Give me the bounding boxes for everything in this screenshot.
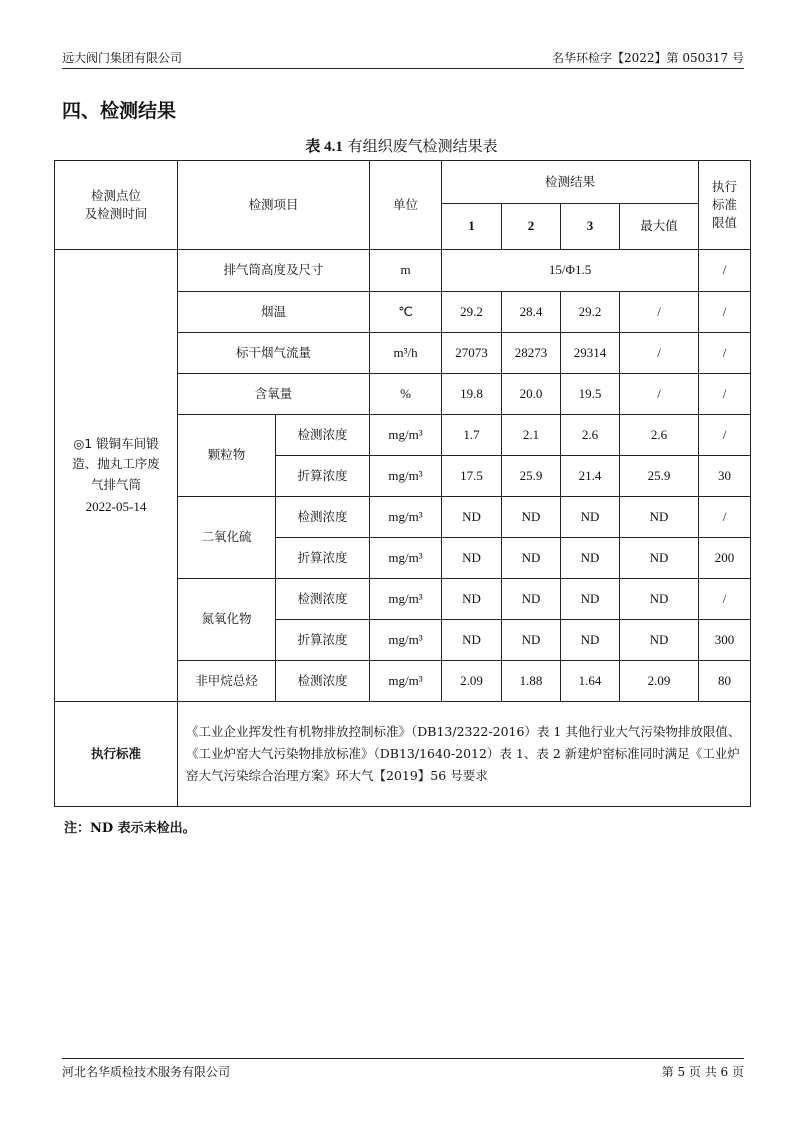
section-title: 四、检测结果 (62, 100, 177, 122)
table-row: 折算浓度 mg/m³ ND ND ND ND 200 (55, 538, 751, 579)
col-header-run-3: 3 (561, 204, 620, 250)
standard-text: 《工业企业挥发性有机物排放控制标准》（DB13/2322-2016）表 1 其他行业大气污染物排放限值、《工业炉窑大气污染物排放标准》（DB13/1640-2012）表 1、表 2 新建炉窑标准同时满足《工业炉窑大气污染综合治理方案》环大气【2019】56 号要求 (178, 702, 751, 807)
col-header-unit: 单位 (370, 161, 442, 250)
table-row: 二氧化硫 检测浓度 mg/m³ ND ND ND ND / (55, 497, 751, 538)
pollutant-name: 非甲烷总烃 (178, 661, 276, 702)
table-row: 标干烟气流量 m³/h 27073 28273 29314 / / (55, 333, 751, 374)
table-row: ◎1 锻铜车间锻 造、抛丸工序废 气排气筒 2022-05-14 排气筒高度及尺寸 m 15/Φ1.5 / (55, 250, 751, 292)
table-note: 注：ND 表示未检出。 (64, 821, 196, 836)
standard-row (55, 702, 751, 807)
table-row: 非甲烷总烃 检测浓度 mg/m³ 2.09 1.88 1.64 2.09 80 (55, 661, 751, 702)
table-row: 折算浓度 mg/m³ 17.5 25.9 21.4 25.9 30 (55, 456, 751, 497)
company-name: 远大阀门集团有限公司 (62, 51, 183, 65)
page-footer (62, 1058, 744, 1077)
page-header (62, 46, 744, 69)
footer-org: 河北名华质检技术服务有限公司 (62, 1065, 231, 1079)
col-header-max: 最大值 (620, 204, 699, 250)
table-row: 颗粒物 检测浓度 mg/m³ 1.7 2.1 2.6 2.6 / (55, 415, 751, 456)
page-number: 第 5 页 共 6 页 (661, 1065, 744, 1079)
table-caption (0, 135, 803, 156)
pollutant-name: 颗粒物 (178, 415, 276, 497)
col-header-limit: 执行 标准 限值 (699, 161, 751, 250)
table-number: 表 4.1 (305, 139, 343, 155)
col-header-run-2: 2 (502, 204, 561, 250)
col-header-results: 检测结果 (442, 161, 699, 204)
col-header-item: 检测项目 (178, 161, 370, 250)
col-header-point: 检测点位 及检测时间 (55, 161, 178, 250)
report-number: 名华环检字【2022】第 050317 号 (552, 51, 744, 65)
results-table (54, 160, 751, 807)
col-header-run-1: 1 (442, 204, 502, 250)
table-row: 折算浓度 mg/m³ ND ND ND ND 300 (55, 620, 751, 661)
table-title: 有组织废气检测结果表 (347, 137, 498, 155)
pollutant-name: 氮氧化物 (178, 579, 276, 661)
table-row: 氮氧化物 检测浓度 mg/m³ ND ND ND ND / (55, 579, 751, 620)
pollutant-name: 二氧化硫 (178, 497, 276, 579)
table-row: 含氧量 % 19.8 20.0 19.5 / / (55, 374, 751, 415)
table-row: 烟温 ℃ 29.2 28.4 29.2 / / (55, 292, 751, 333)
sampling-point: ◎1 锻铜车间锻 造、抛丸工序废 气排气筒 2022-05-14 (55, 250, 178, 702)
standard-label: 执行标准 (55, 702, 178, 807)
